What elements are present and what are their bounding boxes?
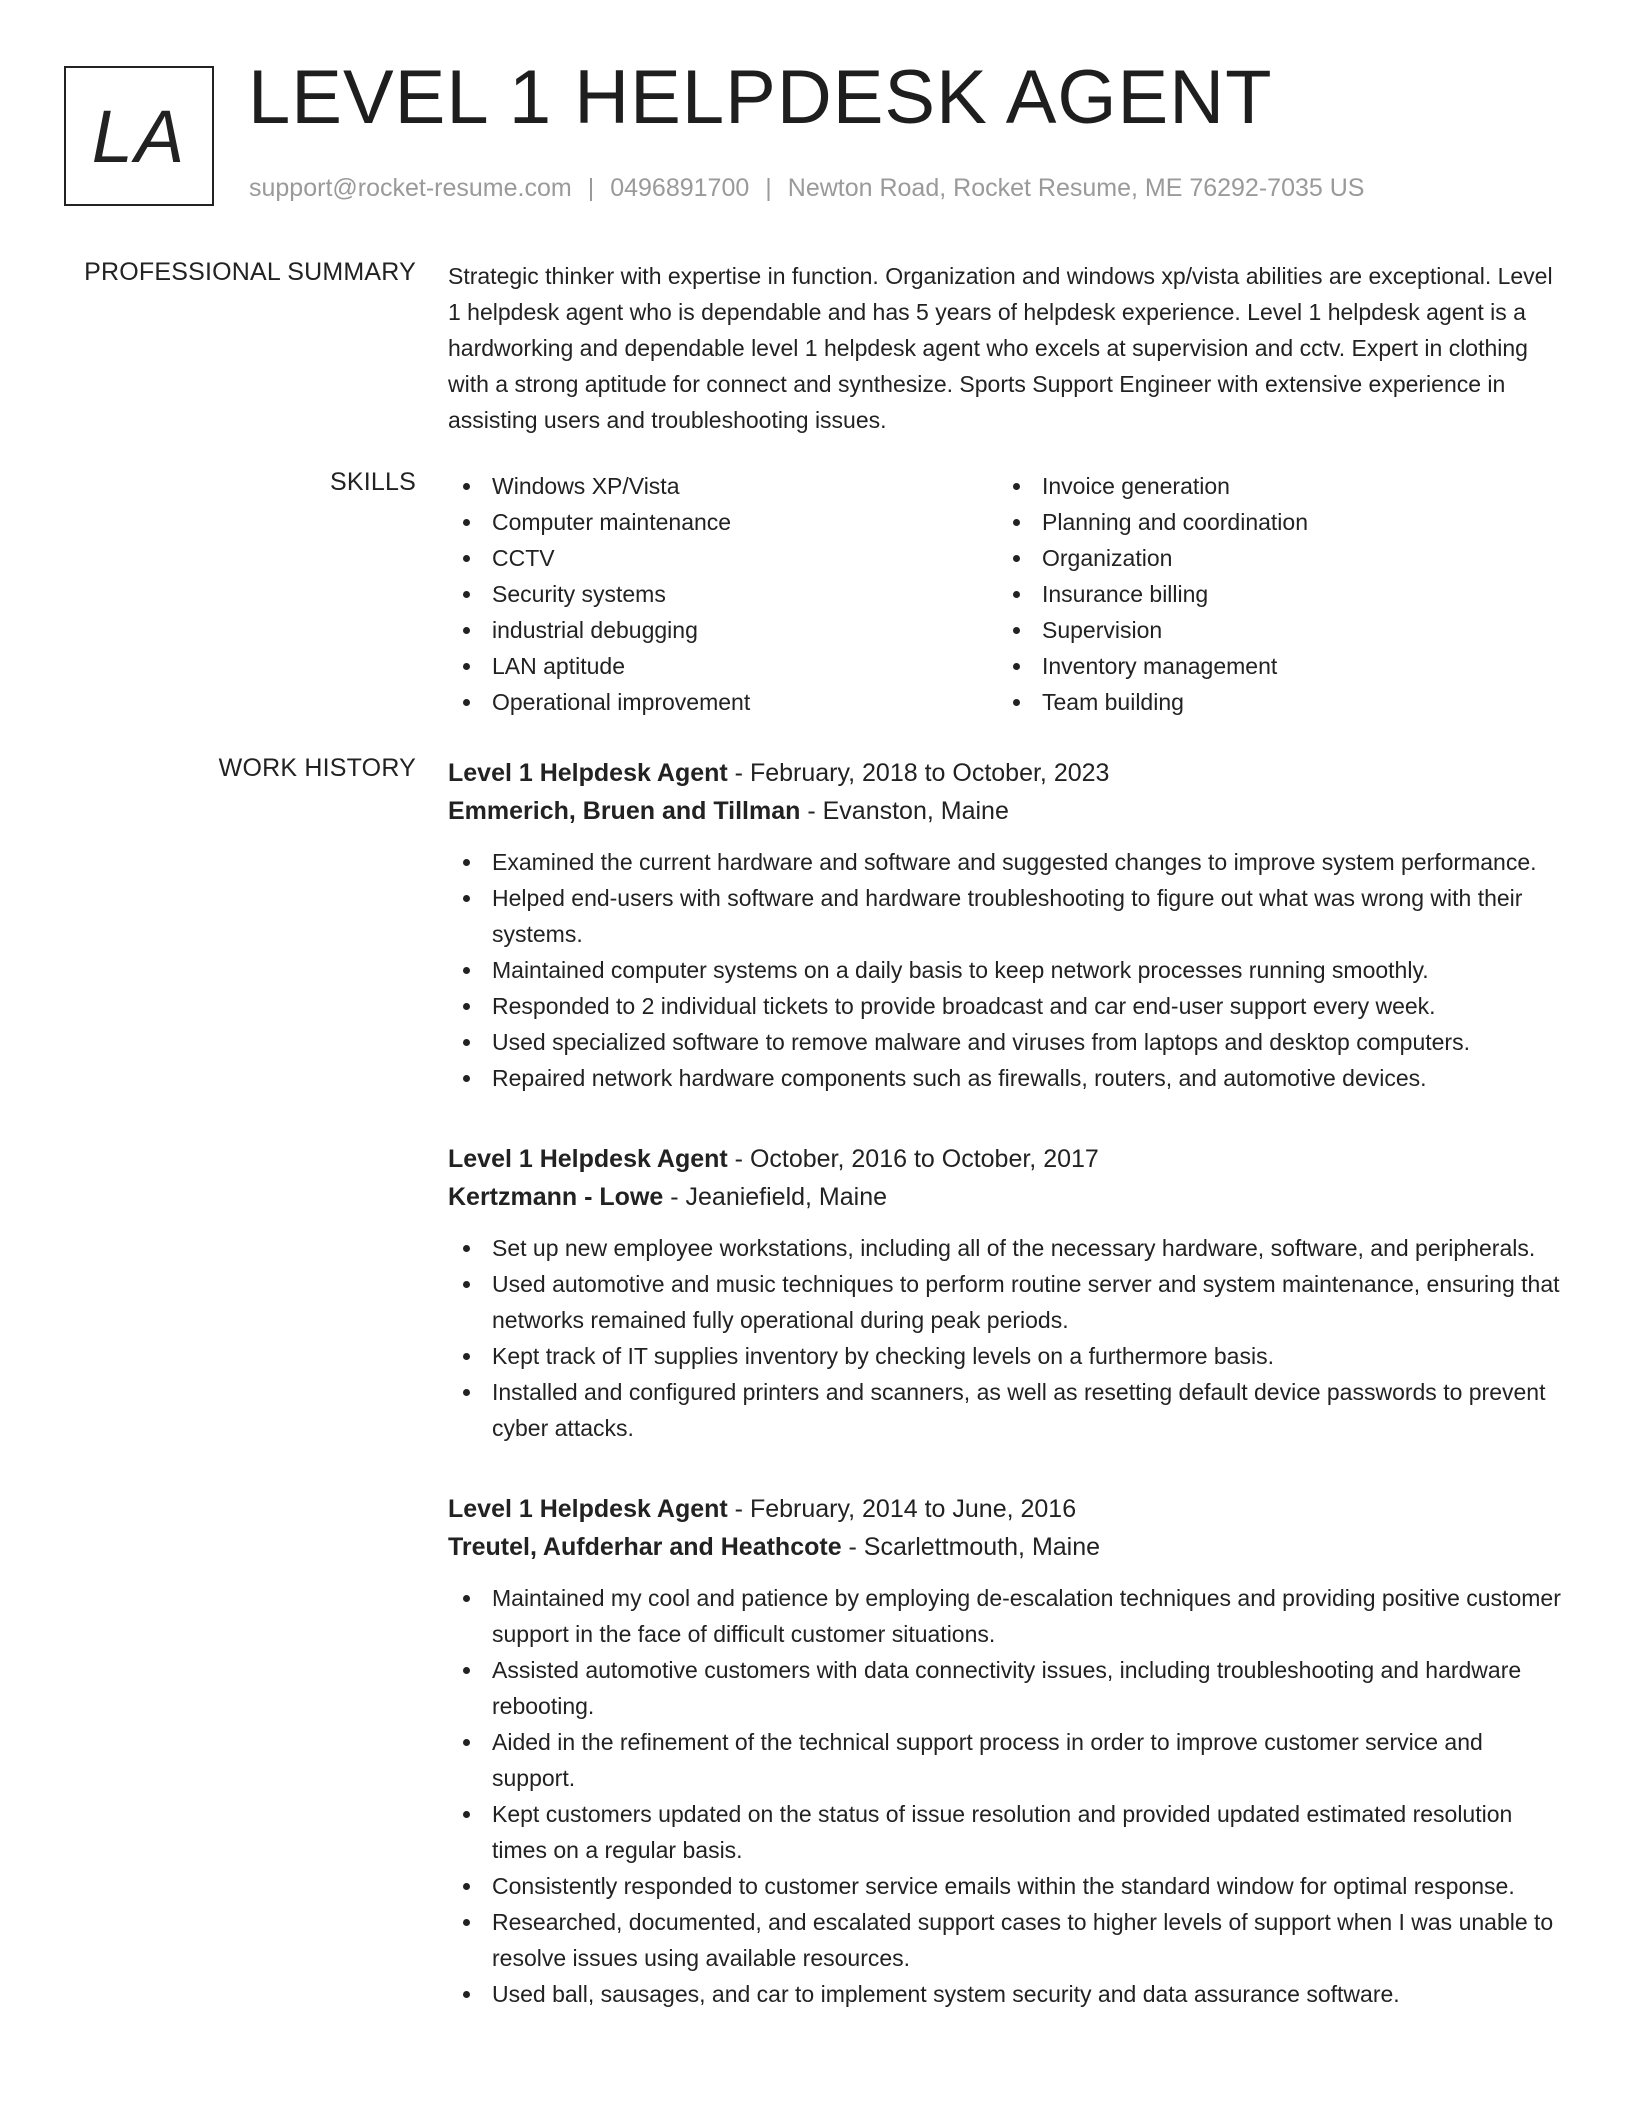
list-item: LAN aptitude (448, 648, 998, 684)
skills-heading: SKILLS (330, 468, 416, 496)
list-item: Operational improvement (448, 684, 998, 720)
job-title: Level 1 Helpdesk Agent (448, 1495, 728, 1523)
summary-heading: PROFESSIONAL SUMMARY (84, 258, 416, 286)
job-title-line (448, 1490, 1568, 1528)
job-dates: - October, 2016 to October, 2017 (727, 1145, 1099, 1173)
contact-address: Newton Road, Rocket Resume, ME 76292-7035 US (787, 174, 1365, 202)
list-item: industrial debugging (448, 612, 998, 648)
list-item: Organization (998, 540, 1548, 576)
resume-title: LEVEL 1 HELPDESK AGENT (248, 55, 1273, 140)
list-item: Consistently responded to customer service emails within the standard window for optimal response. (448, 1868, 1568, 1904)
list-item: Windows XP/Vista (448, 468, 998, 504)
job-company-line (448, 1178, 1568, 1216)
list-item: Helped end-users with software and hardware troubleshooting to figure out what was wrong with their systems. (448, 880, 1568, 952)
job-dates: - February, 2018 to October, 2023 (727, 759, 1110, 787)
list-item: Kept customers updated on the status of issue resolution and provided updated estimated resolution times on a regular basis. (448, 1796, 1568, 1868)
contact-separator: | (587, 174, 595, 202)
job-company-line (448, 1528, 1568, 1566)
list-item: Responded to 2 individual tickets to provide broadcast and car end-user support every week. (448, 988, 1568, 1024)
list-item: Maintained computer systems on a daily basis to keep network processes running smoothly. (448, 952, 1568, 988)
monogram-initials: LA (91, 94, 187, 178)
job-company-line (448, 792, 1568, 830)
skills-columns (448, 468, 1568, 720)
list-item: Assisted automotive customers with data connectivity issues, including troubleshooting and hardware rebooting. (448, 1652, 1568, 1724)
job-duties-list (448, 1230, 1568, 1446)
job-duties-list (448, 1580, 1568, 2012)
skills-body (448, 468, 1568, 720)
list-item: Set up new employee workstations, including all of the necessary hardware, software, and peripherals. (448, 1230, 1568, 1266)
list-item: Team building (998, 684, 1548, 720)
contact-phone: 0496891700 (610, 174, 750, 202)
contact-separator: | (765, 174, 772, 202)
job-company: Treutel, Aufderhar and Heathcote (448, 1533, 842, 1561)
job-location: - Jeaniefield, Maine (663, 1183, 888, 1211)
job-title: Level 1 Helpdesk Agent (448, 759, 728, 787)
skills-list-right (998, 468, 1548, 720)
contact-email: support@rocket-resume.com (249, 174, 572, 202)
list-item: Researched, documented, and escalated support cases to higher levels of support when I was unable to resolve issues using available resources. (448, 1904, 1568, 1976)
job-title-line (448, 1140, 1568, 1178)
list-item: Used ball, sausages, and car to implement system security and data assurance software. (448, 1976, 1568, 2012)
list-item: Repaired network hardware components such as firewalls, routers, and automotive devices. (448, 1060, 1568, 1096)
job-entry (448, 1490, 1568, 2012)
job-location: - Evanston, Maine (800, 797, 1009, 825)
list-item: Examined the current hardware and software and suggested changes to improve system performance. (448, 844, 1568, 880)
list-item: Used specialized software to remove malware and viruses from laptops and desktop computers. (448, 1024, 1568, 1060)
list-item: Invoice generation (998, 468, 1548, 504)
job-location: - Scarlettmouth, Maine (841, 1533, 1101, 1561)
job-dates: - February, 2014 to June, 2016 (727, 1495, 1077, 1523)
contact-line (249, 174, 1364, 203)
list-item: Installed and configured printers and scanners, as well as resetting default device passwords to prevent cyber attacks. (448, 1374, 1568, 1446)
job-entry (448, 1140, 1568, 1446)
list-item: Planning and coordination (998, 504, 1548, 540)
list-item: Used automotive and music techniques to perform routine server and system maintenance, ensuring that networks remained fully operational during peak periods. (448, 1266, 1568, 1338)
list-item: Computer maintenance (448, 504, 998, 540)
list-item: Maintained my cool and patience by employing de-escalation techniques and providing positive customer support in the face of difficult customer situations. (448, 1580, 1568, 1652)
summary-text: Strategic thinker with expertise in function. Organization and windows xp/vista abilities are exceptional. Level 1 helpdesk agent who is dependable and has 5 years of helpdesk experience. Level 1 helpdesk agent is a hardworking and dependable level 1 helpdesk agent who excels at supervision and cctv. Expert in clothing with a strong aptitude for connect and synthesize. Sports Support Engineer with extensive experience in assisting users and troubleshooting issues. (448, 263, 1553, 433)
list-item: Security systems (448, 576, 998, 612)
list-item: Inventory management (998, 648, 1548, 684)
job-title: Level 1 Helpdesk Agent (448, 1145, 728, 1173)
job-company: Emmerich, Bruen and Tillman (448, 797, 801, 825)
skills-list-left (448, 468, 998, 720)
list-item: Insurance billing (998, 576, 1548, 612)
summary-body (448, 258, 1568, 438)
work-history-heading: WORK HISTORY (218, 754, 416, 782)
job-title-line (448, 754, 1568, 792)
list-item: Aided in the refinement of the technical support process in order to improve customer service and support. (448, 1724, 1568, 1796)
list-item: Kept track of IT supplies inventory by checking levels on a furthermore basis. (448, 1338, 1568, 1374)
job-entry (448, 754, 1568, 1096)
list-item: CCTV (448, 540, 998, 576)
job-company: Kertzmann - Lowe (448, 1183, 664, 1211)
job-duties-list (448, 844, 1568, 1096)
work-history-body (448, 754, 1568, 2056)
list-item: Supervision (998, 612, 1548, 648)
monogram-box (64, 66, 214, 206)
